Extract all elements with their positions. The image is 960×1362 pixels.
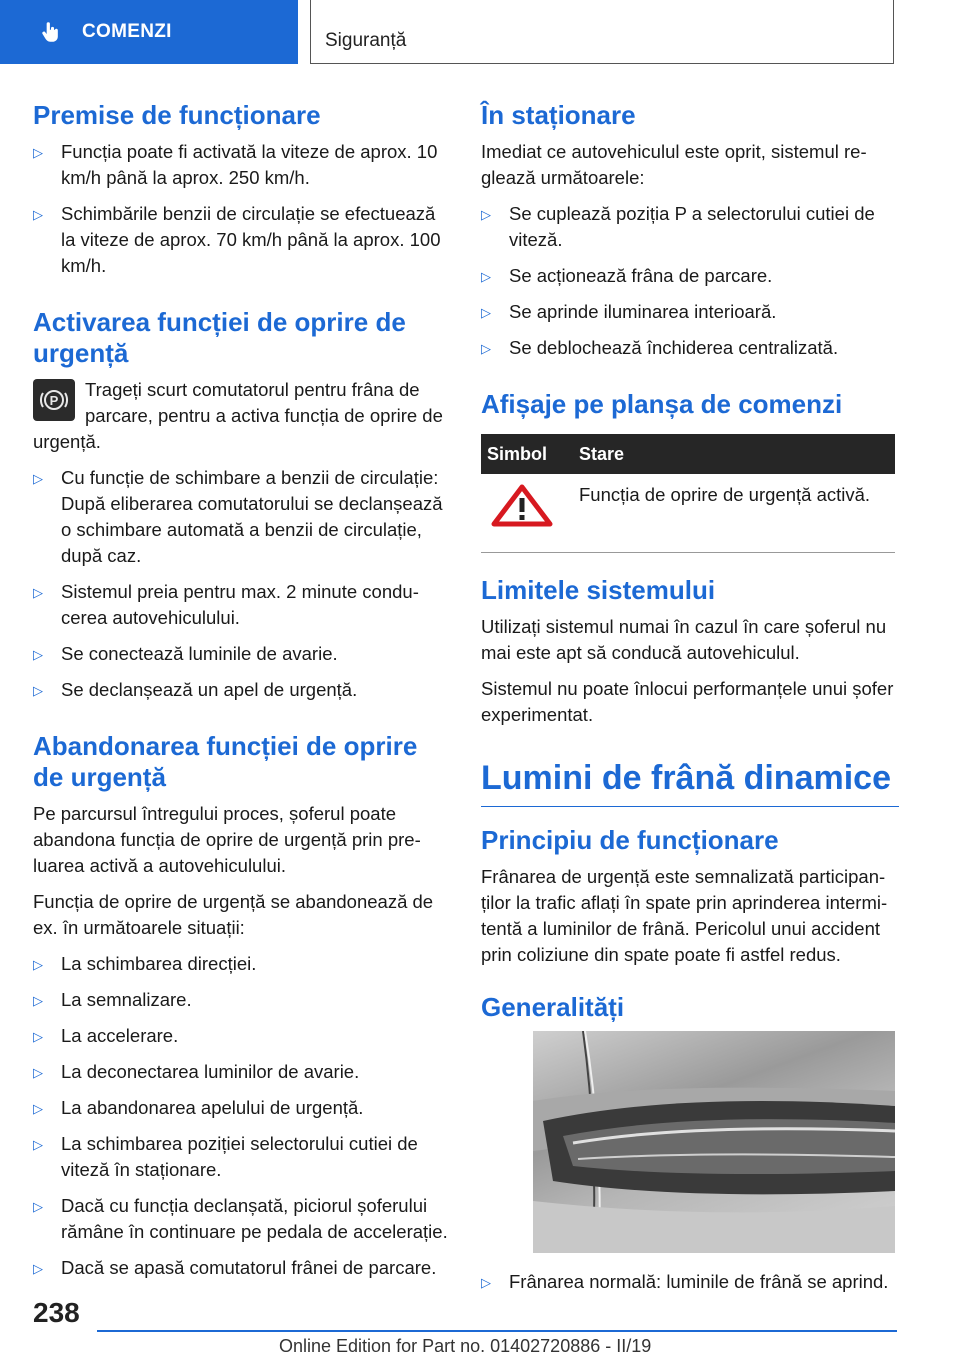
list-item: ▷ Dacă se apasă comutatorul frânei de parcare. <box>33 1255 451 1281</box>
symbol-table <box>481 434 895 553</box>
limitele-paragraph-1: Utilizați sistemul numai în cazul în care șoferul nu mai este apt să conducă autovehiculul. <box>481 616 887 663</box>
hand-pointer-icon <box>38 19 64 45</box>
heading-afisaje: Afișaje pe planșa de comenzi <box>481 389 843 419</box>
heading-limitele: Limitele sistemului <box>481 575 716 605</box>
list-generalitati <box>481 1269 899 1295</box>
triangle-bullet-icon: ▷ <box>33 683 43 698</box>
list-item: ▷ Se conectează luminile de avarie. <box>33 641 451 667</box>
list-item: ▷ La accelerare. <box>33 1023 451 1049</box>
list-item: ▷ Se aprinde iluminarea interioară. <box>481 299 899 325</box>
triangle-bullet-icon: ▷ <box>33 1065 43 1080</box>
list-activare <box>33 465 451 703</box>
heading-principiu: Principiu de funcționare <box>481 825 779 855</box>
stationare-text: Imediat ce autovehiculul este oprit, sistemul reglează următoarele: <box>481 141 867 188</box>
chapter-heading-block <box>481 756 899 807</box>
tail-light-photo <box>533 1031 895 1253</box>
triangle-bullet-icon: ▷ <box>481 207 491 222</box>
limitele-paragraph-2: Sistemul nu poate înlocui performanțele unui șofer experimentat. <box>481 678 894 725</box>
list-item: ▷ La schimbarea poziției selectorului cutiei de viteză în staționare. <box>33 1133 418 1180</box>
triangle-bullet-icon: ▷ <box>33 993 43 1008</box>
triangle-bullet-icon: ▷ <box>33 1029 43 1044</box>
triangle-bullet-icon: ▷ <box>481 1275 491 1290</box>
triangle-bullet-icon: ▷ <box>33 585 43 600</box>
list-item: ▷ Funcția poate fi activată la viteze de aprox. 10 km/h până la aprox. 250 km/h. <box>33 141 438 188</box>
triangle-bullet-icon: ▷ <box>481 341 491 356</box>
list-item: ▷ La semnalizare. <box>33 987 451 1013</box>
left-column <box>33 100 451 1295</box>
heading-abandonare: Abandonarea funcției de oprire de urgență <box>33 731 418 792</box>
table-header-simbol: Simbol <box>481 434 573 474</box>
warning-triangle-icon <box>487 482 557 528</box>
triangle-bullet-icon: ▷ <box>33 1137 43 1152</box>
svg-text:P: P <box>49 393 59 408</box>
table-header-stare: Stare <box>573 434 895 474</box>
activare-intro <box>33 377 451 455</box>
list-item: ▷ La schimbarea direcției. <box>33 951 451 977</box>
list-item: ▷ Se cuplează poziția P a selectorului cutiei de viteză. <box>481 203 875 250</box>
list-premise <box>33 139 451 279</box>
parking-brake-icon <box>33 379 75 421</box>
list-item: ▷ La deconectarea luminilor de avarie. <box>33 1059 451 1085</box>
triangle-bullet-icon: ▷ <box>481 305 491 320</box>
list-abandonare <box>33 951 451 1281</box>
triangle-bullet-icon: ▷ <box>33 145 43 160</box>
heading-premise: Premise de funcționare <box>33 100 321 130</box>
triangle-bullet-icon: ▷ <box>33 647 43 662</box>
table-cell-symbol <box>481 474 573 553</box>
table-cell-state: Funcția de oprire de urgență activă. <box>573 474 895 553</box>
list-item: ▷ Frânarea normală: luminile de frână se aprind. <box>481 1269 899 1295</box>
page-number: 238 <box>33 1297 80 1328</box>
triangle-bullet-icon: ▷ <box>481 269 491 284</box>
table-row <box>481 474 895 553</box>
abandonare-paragraph-2: Funcția de oprire de urgență se abandonează de ex. în următoarele situații: <box>33 891 434 938</box>
chapter-tab-comenzi[interactable] <box>0 0 298 64</box>
triangle-bullet-icon: ▷ <box>33 207 43 222</box>
heading-generalitati: Generalități <box>481 992 625 1022</box>
list-item: ▷ Se deblochează închiderea centralizată. <box>481 335 899 361</box>
heading-activare: Activarea funcției de oprire de urgență <box>33 307 406 368</box>
triangle-bullet-icon: ▷ <box>33 1101 43 1116</box>
footer-edition: Online Edition for Part no. 01402720886 - II/19 <box>279 1336 652 1356</box>
section-tab-label: Siguranță <box>325 30 407 51</box>
heading-stationare: În staționare <box>481 100 636 130</box>
list-item: ▷ Schimbările benzii de circulație se efectuează la viteze de aprox. 70 km/h până la aprox. 100 km/h. <box>33 203 441 276</box>
chapter-heading: Lumini de frână dinamice <box>481 759 891 797</box>
activare-text: Trageți scurt comutatorul pentru frâna de parcare, pentru a activa funcția de oprire de urgență. <box>33 379 443 452</box>
list-item: ▷ Cu funcție de schimbare a benzii de circulație: După eliberarea comutatorului se declanșează o schimbare automată a benzii de circulație, după caz. <box>33 467 443 566</box>
list-item: ▷ Dacă cu funcția declanșată, piciorul șoferului rămâne în continuare pe pedala de accelerație. <box>33 1195 448 1242</box>
triangle-bullet-icon: ▷ <box>33 957 43 972</box>
principiu-text: Frânarea de urgență este semnalizată participanților la trafic aflați în spate prin aprinderea intermitentă a luminilor de frână. Pericolul unui accident prin coliziune din spate poate fi astfel redus. <box>481 866 888 965</box>
table-header-row <box>481 434 895 474</box>
section-tab <box>310 0 894 64</box>
triangle-bullet-icon: ▷ <box>33 1199 43 1214</box>
list-item: ▷ Se declanșează un apel de urgență. <box>33 677 451 703</box>
list-stationare <box>481 201 899 361</box>
page-header <box>0 0 960 66</box>
triangle-bullet-icon: ▷ <box>33 1261 43 1276</box>
footer-divider <box>97 1330 897 1332</box>
right-column <box>481 100 899 1309</box>
list-item: ▷ Sistemul preia pentru max. 2 minute conducerea autovehiculului. <box>33 581 419 628</box>
triangle-bullet-icon: ▷ <box>33 471 43 486</box>
list-item: ▷ La abandonarea apelului de urgență. <box>33 1095 451 1121</box>
abandonare-paragraph-1: Pe parcursul întregului proces, șoferul poate abandona funcția de oprire de urgență prin preluarea activă a autovehiculului. <box>33 803 421 876</box>
list-item: ▷ Se acționează frâna de parcare. <box>481 263 899 289</box>
chapter-tab-label: COMENZI <box>82 21 172 42</box>
